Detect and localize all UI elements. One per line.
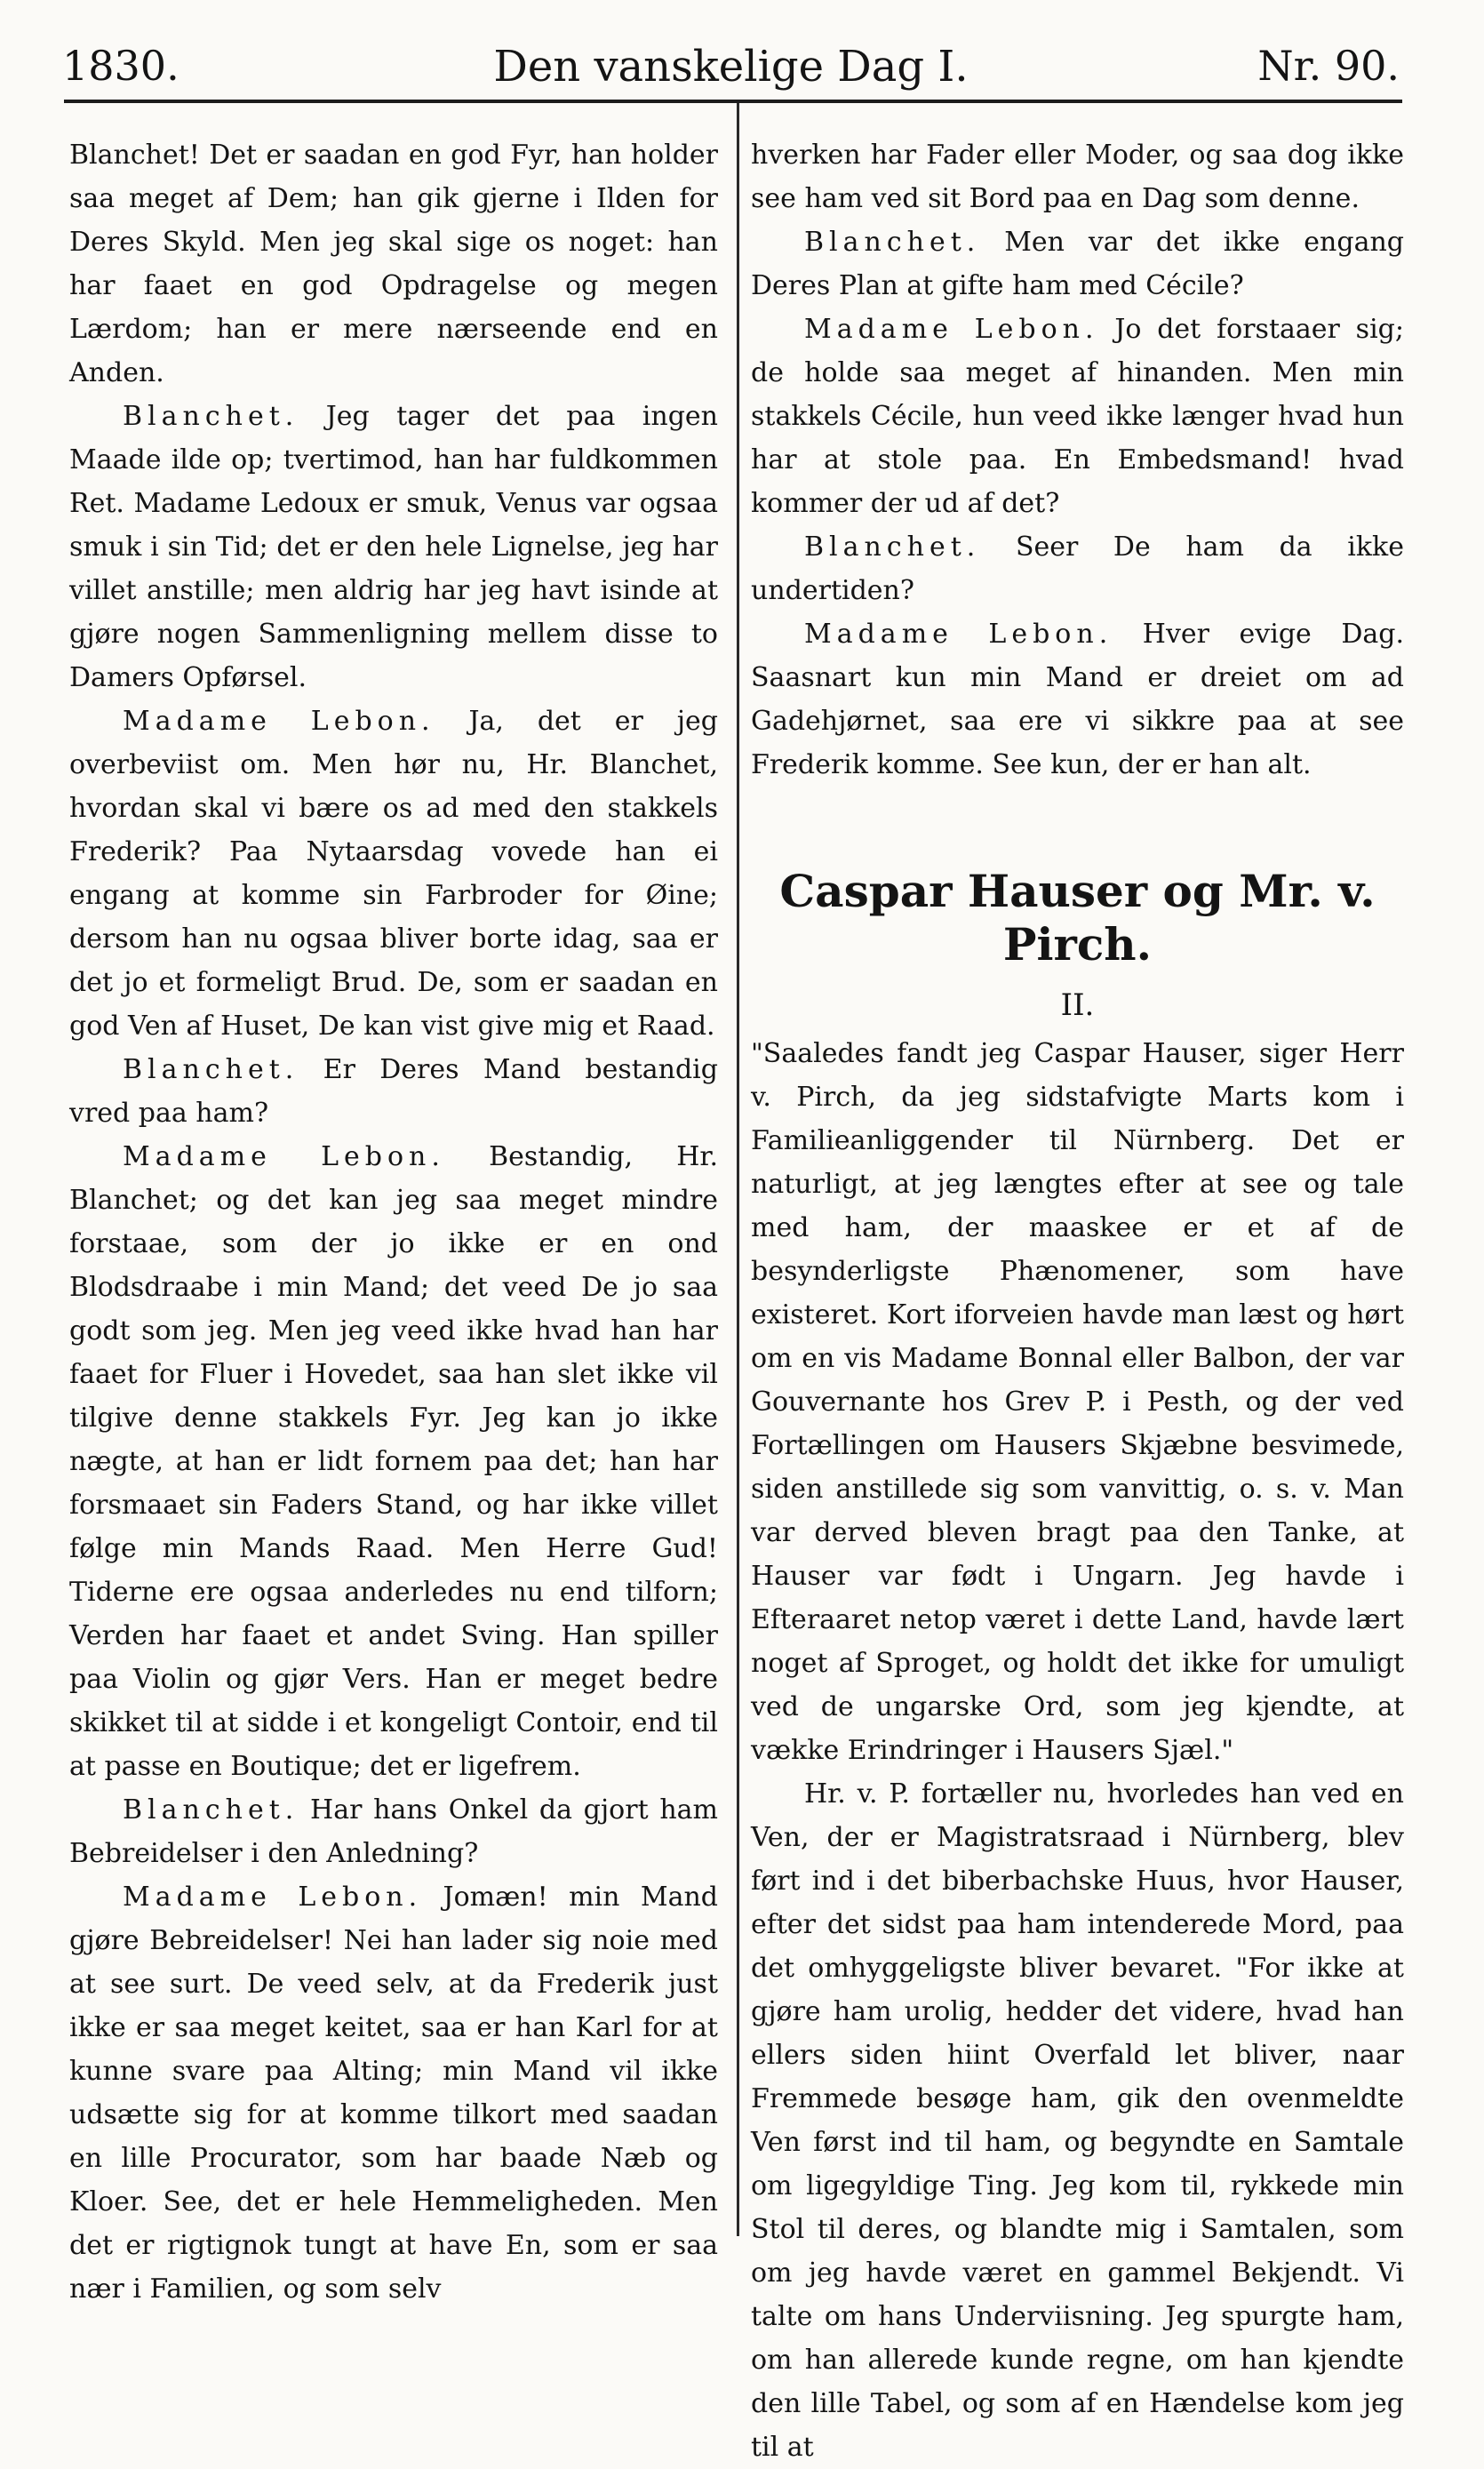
speech-text: Bestandig, Hr. Blanchet; og det kan jeg saa meget mindre forstaae, som der jo ikke er en ond Blodsdraabe i min Mand; det veed De jo saa godt som jeg. Men jeg veed ikke hvad han har faaet for Fluer i Hovedet, saa han slet ikke vil tilgive denne stakkels Fyr. Jeg kan jo ikke nægte, at han er lidt fornem paa det; han har forsmaaet sin Faders Stand, og har ikke villet følge min Mands Raad. Men Herre Gud! Tiderne ere ogsaa anderledes nu end tilforn; Verden har faaet et andet Sving. Han spiller paa Violin og gjør Vers. Han er meget bedre skikket til at sidde i et kongeligt Contoir, end til at passe en Boutique; det er ligefrem. [69,1141,719,1782]
paragraph [751,308,1404,525]
section-number: II. [1060,987,1095,1023]
speaker-name: Blanchet. [804,227,981,258]
article-title: Caspar Hauser og Mr. v. Pirch. [779,865,1376,971]
speech-text: Men var det ikke engang Deres Plan at gifte ham med Cécile? [751,227,1404,301]
speaker-name: Madame Lebon. [123,1882,423,1913]
speaker-name: Blanchet. [123,401,299,432]
paragraph: Blanchet! Det er saadan en god Fyr, han holder saa meget af Dem; han gik gjerne i Ilden for Deres Skyld. Men jeg skal sige os noget: han har faaet en god Opdragelse og megen Lærdom; han er mere nærseende end en Anden. [69,140,718,388]
paragraph [751,612,1404,787]
speaker-name: Madame Lebon. [804,619,1113,650]
speech-text: Har hans Onkel da gjort ham Bebreidelser i den Anledning? [69,1794,718,1869]
paragraph [69,395,718,699]
header-title: Den vanskelige Dag I. [493,42,969,92]
header-issue-number: Nr. 90. [1257,42,1400,90]
paragraph [69,1875,718,2311]
header-year: 1830. [62,42,180,90]
speaker-name: Blanchet. [123,1054,299,1085]
paragraph [69,1788,718,1875]
speaker-name: Madame Lebon. [123,1141,445,1172]
column-separator [737,103,739,2236]
speech-text: Jomæn! min Mand gjøre Bebreidelser! Nei han lader sig noie med at see surt. De veed selv, at da Frederik just ikke er saa meget keitet, saa er han Karl for at kunne svare paa Alting; min Mand vil ikke udsætte sig for at komme tilkort med saadan en lille Procurator, som har baade Næb og Kloer. See, det er hele Hemmeligheden. Men det er rigtignok tungt at have En, som er saa nær i Familien, og som selv [69,1882,718,2305]
speech-text: Hver evige Dag. Saasnart kun min Mand er dreiet om ad Gadehjørnet, saa ere vi sikkre paa at see Frederik komme. See kun, der er han alt. [751,619,1404,780]
speaker-name: Madame Lebon. [804,314,1099,345]
paragraph: "Saaledes fandt jeg Caspar Hauser, siger Herr v. Pirch, da jeg sidstafvigte Marts kom i Familieanliggender til Nürnberg. Det er naturligt, at jeg længtes efter at see og tale med ham, der maaskee er et af de besynderligste Phænomener, som have existeret. Kort iforveien havde man læst og hørt om en vis Madame Bonnal eller Balbon, der var Gouvernante hos Grev P. i Pesth, og der ved Fortællingen om Hausers Skjæbne besvimede, siden anstillede sig som vanvittig, o. s. v. Man var derved bleven bragt paa den Tanke, at Hauser var født i Ungarn. Jeg havde i Efteraaret netop været i dette Land, havde lært noget af Sproget, og holdt det ikke for umuligt ved de ungarske Ord, som jeg kjendte, at vække Erindringer i Hausers Sjæl." [751,1038,1404,1766]
paragraph: hverken har Fader eller Moder, og saa dog ikke see ham ved sit Bord paa en Dag som denne. [751,140,1404,214]
speech-text: Er Deres Mand bestandig vred paa ham? [69,1054,718,1129]
speaker-name: Blanchet. [123,1794,299,1826]
speech-text: Jeg tager det paa ingen Maade ilde op; tvertimod, han har fuldkommen Ret. Madame Ledoux er smuk, Venus var ogsaa smuk i sin Tid; det er den hele Lignelse, jeg har villet anstille; men aldrig har jeg havt isinde at gjøre nogen Sammenligning mellem disse to Damers Opførsel. [69,401,718,693]
speech-text: Seer De ham da ikke undertiden? [751,531,1404,606]
paragraph [751,220,1404,308]
paragraph [69,699,718,1048]
paragraph [69,1135,718,1788]
speaker-name: Blanchet. [804,531,981,563]
speech-text: Jo det forstaaer sig; de holde saa meget af hinanden. Men min stakkels Cécile, hun veed ikke længer hvad hun har at stole paa. En Embedsmand! hvad kommer der ud af det? [751,314,1404,519]
header-rule [64,100,1402,103]
left-column [69,133,718,2311]
paragraph: Hr. v. P. fortæller nu, hvorledes han ved en Ven, der er Magistratsraad i Nürnberg, blev ført ind i det biberbachske Huus, hvor Hauser, efter det sidst paa ham intenderede Mord, paa det omhyggeligste bliver bevaret. "For ikke at gjøre ham urolig, hedder det videre, hvad han ellers siden hiint Overfald let bliver, naar Fremmede besøge ham, gik den ovenmeldte Ven først ind til ham, og begyndte en Samtale om ligegyldige Ting. Jeg kom til, rykkede min Stol til deres, og blandte mig i Samtalen, som om jeg havde været en gammel Bekjendt. Vi talte om hans Underviisning. Jeg spurgte ham, om han allerede kunde regne, om han kjendte den lille Tabel, og som af en Hændelse kom jeg til at [751,1778,1404,2463]
right-column [751,133,1404,2469]
speech-text: Ja, det er jeg overbeviist om. Men hør nu, Hr. Blanchet, hvordan skal vi bære os ad med den stakkels Frederik? Paa Nytaarsdag vovede han ei engang at komme sin Farbroder for Øine; dersom han nu ogsaa bliver borte idag, saa er det jo et formeligt Brud. De, som er saadan en god Ven af Huset, De kan vist give mig et Raad. [69,706,718,1042]
paragraph [69,1048,718,1135]
paragraph [751,525,1404,612]
speaker-name: Madame Lebon. [123,706,435,737]
page-header [62,31,1400,102]
